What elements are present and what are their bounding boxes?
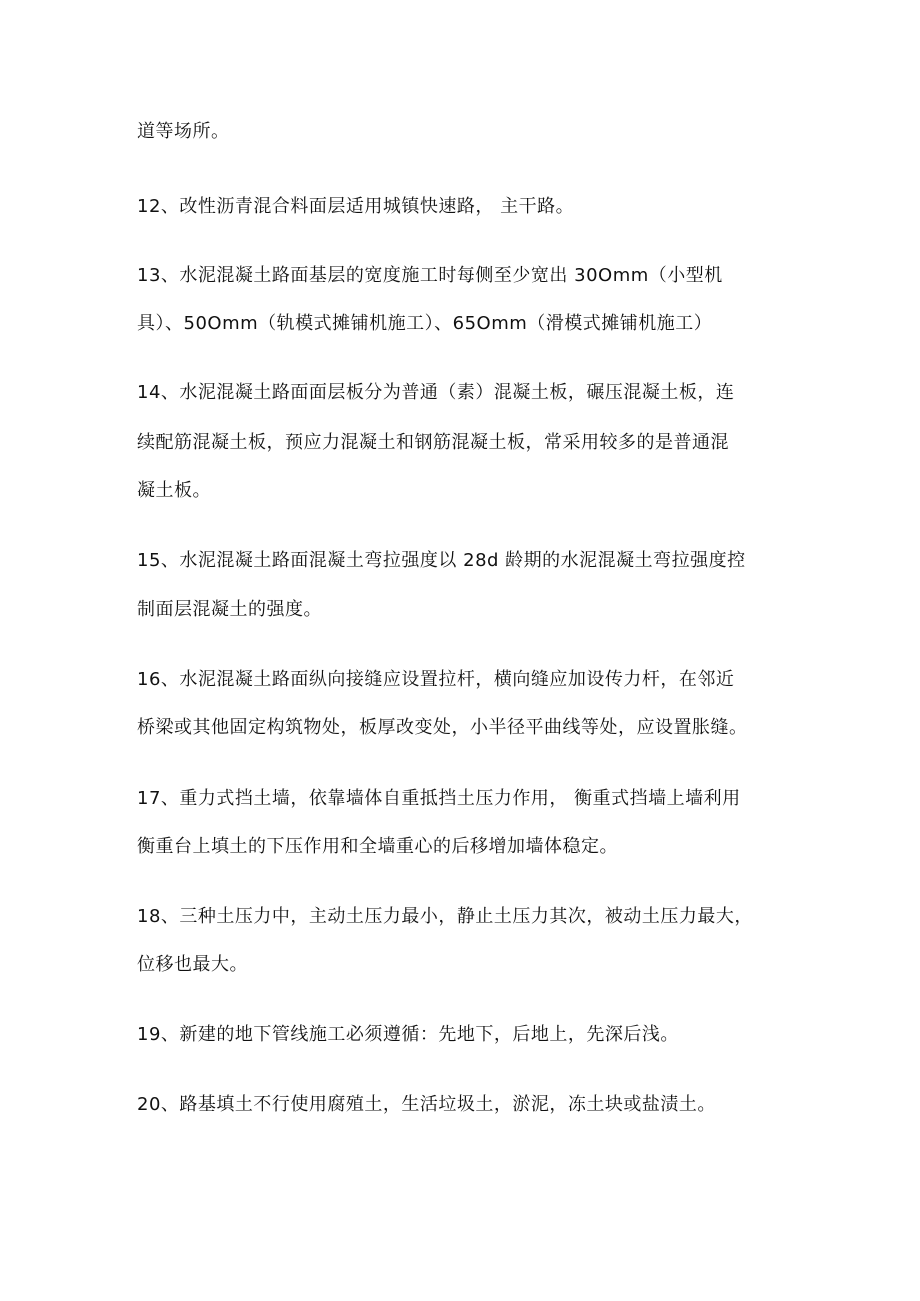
text-line: 17、重力式挡土墙，依靠墙体自重抵挡土压力作用， 衡重式挡墙上墙利用 xyxy=(137,788,741,809)
text-line: 12、改性沥青混合料面层适用城镇快速路， 主干路。 xyxy=(137,196,575,217)
text-line: 13、水泥混凝土路面基层的宽度施工时每侧至少宽出 30Omm（小型机 xyxy=(137,265,723,286)
text-line: 位移也最大。 xyxy=(137,954,248,975)
text-line: 15、水泥混凝土路面混凝土弯拉强度以 28d 龄期的水泥混凝土弯拉强度控 xyxy=(137,550,746,571)
text-line: 具）、50Omm（轨模式摊铺机施工）、65Omm（滑模式摊铺机施工） xyxy=(137,313,713,334)
text-line: 桥梁或其他固定构筑物处，板厚改变处，小半径平曲线等处，应设置胀缝。 xyxy=(137,717,748,738)
text-line: 凝土板。 xyxy=(137,480,211,501)
text-line: 16、水泥混凝土路面纵向接缝应设置拉杆，横向缝应加设传力杆，在邻近 xyxy=(137,669,735,690)
text-line: 道等场所。 xyxy=(137,121,230,142)
text-line: 14、水泥混凝土路面面层板分为普通（素）混凝土板，碾压混凝土板，连 xyxy=(137,382,735,403)
text-line: 衡重台上填土的下压作用和全墙重心的后移增加墙体稳定。 xyxy=(137,836,618,857)
text-line: 续配筋混凝土板，预应力混凝土和钢筋混凝土板，常采用较多的是普通混 xyxy=(137,432,729,453)
text-line: 19、新建的地下管线施工必须遵循：先地下，后地上，先深后浅。 xyxy=(137,1024,679,1045)
text-line: 20、路基填土不行使用腐殖土，生活垃圾土，淤泥，冻土块或盐渍土。 xyxy=(137,1094,716,1115)
text-line: 制面层混凝土的强度。 xyxy=(137,599,322,620)
text-line: 18、三种土压力中，主动土压力最小，静止土压力其次，被动土压力最大， xyxy=(137,906,753,927)
